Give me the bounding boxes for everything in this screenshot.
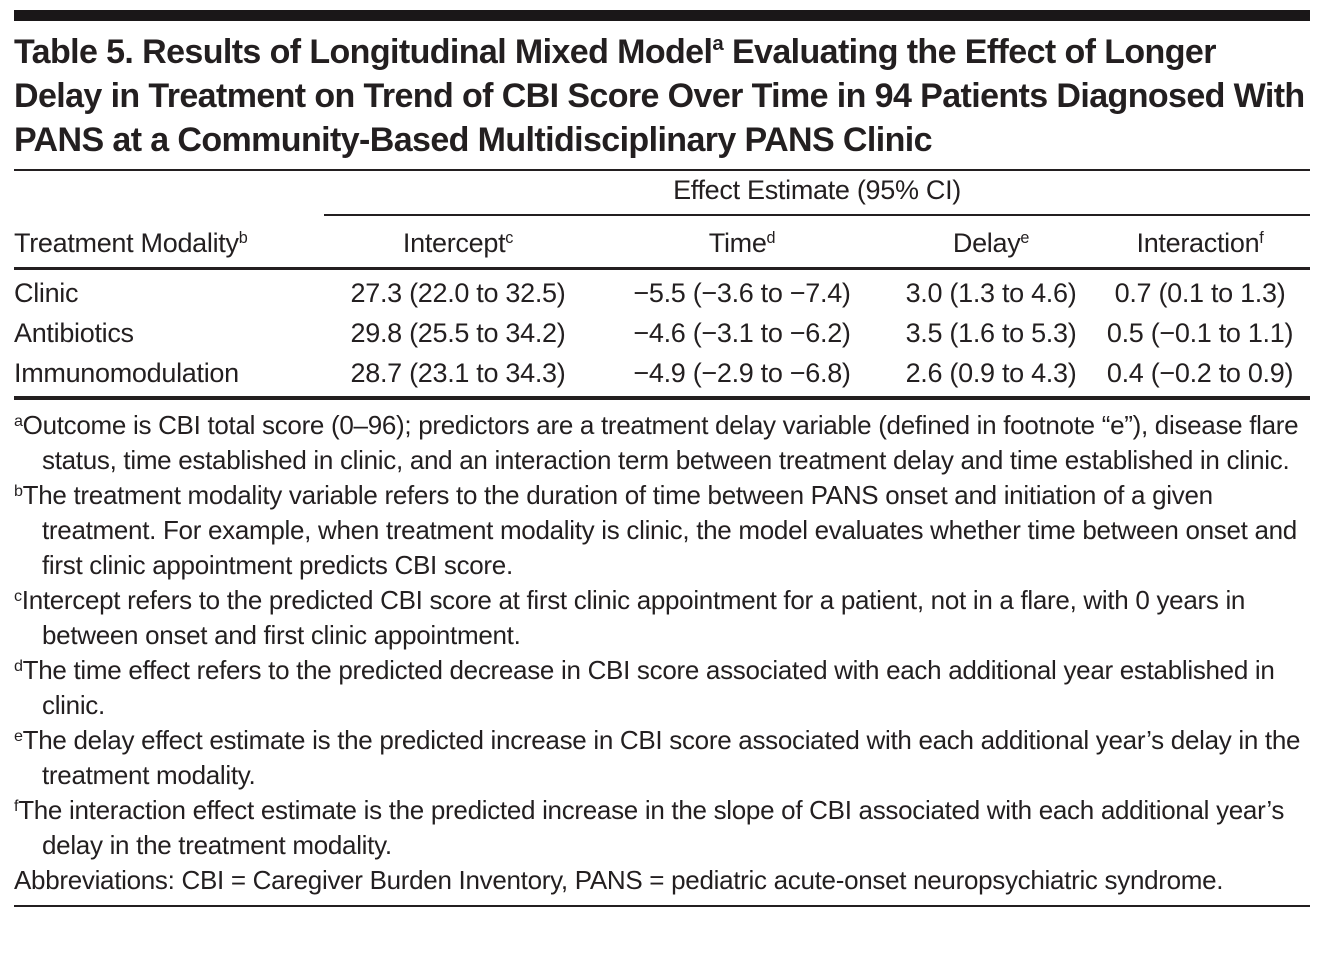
footnote-a — [14, 408, 1310, 478]
footnote-text: Outcome is CBI total score (0–96); predictors are a treatment delay variable (defined in footnote “e”), disease flare status, time established in clinic, and an interaction term between treatment delay and time established in clinic. — [22, 410, 1299, 475]
table-title — [14, 30, 1310, 162]
cell-intercept: 28.7 (23.1 to 34.3) — [350, 358, 566, 388]
cell-interaction: 0.7 (0.1 to 1.3) — [1114, 278, 1286, 308]
effect-estimate-spanning-header: Effect Estimate (95% CI) — [324, 171, 1310, 215]
footnote-marker: d — [766, 229, 776, 247]
column-header-delay — [892, 215, 1090, 269]
column-header-label: Treatment Modality — [14, 228, 239, 258]
footnote-marker: a — [14, 412, 23, 430]
footnote-marker: d — [14, 657, 23, 675]
bottom-divider-rule — [14, 905, 1310, 907]
footnote-text: The interaction effect estimate is the predicted increase in the slope of CBI associated with each additional year’s delay in the treatment modality. — [18, 795, 1285, 860]
table-row-antibiotics — [14, 313, 1310, 353]
column-header-label: Delay — [952, 228, 1021, 258]
footnote-f — [14, 793, 1310, 863]
table-row-immunomodulation — [14, 353, 1310, 396]
abbreviations-note — [14, 863, 1310, 898]
cell-intercept: 29.8 (25.5 to 34.2) — [350, 318, 566, 348]
footnote-c — [14, 583, 1310, 653]
column-header-label: Interaction — [1136, 228, 1260, 258]
cell-time: −4.6 (−3.1 to −6.2) — [633, 318, 851, 348]
footnote-text: The delay effect estimate is the predicted increase in CBI score associated with each additional year’s delay in the treatment modality. — [22, 725, 1301, 790]
footnote-text: The treatment modality variable refers to the duration of time between PANS onset and initiation of a given treatment. For example, when treatment modality is clinic, the model evaluates whether time between onset and first clinic appointment predicts CBI score. — [22, 480, 1297, 580]
table-title-text: Table 5. Results of Longitudinal Mixed Model — [14, 33, 713, 71]
table-row-clinic — [14, 269, 1310, 314]
cell-interaction: 0.4 (−0.2 to 0.9) — [1106, 358, 1294, 388]
cell-intercept: 27.3 (22.0 to 32.5) — [350, 278, 566, 308]
footnote-marker: b — [14, 482, 23, 500]
cell-modality: Antibiotics — [14, 318, 134, 348]
footnote-marker: b — [238, 229, 248, 247]
footnote-marker: f — [14, 797, 19, 815]
cell-modality: Immunomodulation — [14, 358, 239, 388]
cell-interaction: 0.5 (−0.1 to 1.1) — [1106, 318, 1294, 348]
top-divider-bar — [14, 10, 1310, 21]
column-header-label: Time — [708, 228, 767, 258]
spanning-header-row — [14, 171, 1310, 215]
column-header-row — [14, 215, 1310, 269]
footnote-marker: c — [505, 229, 514, 247]
footnote-marker: c — [14, 587, 22, 605]
cell-time: −5.5 (−3.6 to −7.4) — [633, 278, 851, 308]
table-title-footnote-marker: a — [712, 33, 724, 55]
footnotes-section — [14, 408, 1310, 898]
cell-delay: 3.0 (1.3 to 4.6) — [905, 278, 1077, 308]
footnote-d — [14, 653, 1310, 723]
footnote-text: The time effect refers to the predicted decrease in CBI score associated with each additional year established in clinic. — [22, 655, 1275, 720]
footnote-marker: e — [14, 727, 23, 745]
column-header-label: Intercept — [402, 228, 506, 258]
cell-modality: Clinic — [14, 278, 79, 308]
results-table — [14, 171, 1310, 396]
column-header-intercept — [324, 215, 592, 269]
footnote-e — [14, 723, 1310, 793]
footnote-marker: f — [1259, 229, 1264, 247]
cell-time: −4.9 (−2.9 to −6.8) — [633, 358, 851, 388]
table-title-text-continued: Evaluating the Effect of Longer Delay in Treatment on Trend of CBI Score Over Time in 94 Patients Diagnosed With PANS at a Community-Based Multidisciplinary PANS Clinic — [14, 33, 1305, 159]
footnote-text: Abbreviations: CBI = Caregiver Burden Inventory, PANS = pediatric acute-onset neuropsychiatric syndrome. — [14, 865, 1224, 895]
footnote-text: Intercept refers to the predicted CBI score at first clinic appointment for a patient, not in a flare, with 0 years in between onset and first clinic appointment. — [21, 585, 1246, 650]
footnote-b — [14, 478, 1310, 583]
cell-delay: 2.6 (0.9 to 4.3) — [905, 358, 1077, 388]
footnote-marker: e — [1020, 229, 1030, 247]
column-header-interaction — [1090, 215, 1310, 269]
cell-delay: 3.5 (1.6 to 5.3) — [905, 318, 1077, 348]
spanning-header-spacer — [14, 171, 324, 215]
column-header-treatment-modality — [14, 215, 324, 269]
rule-below-table-body — [14, 396, 1310, 400]
column-header-time — [592, 215, 892, 269]
